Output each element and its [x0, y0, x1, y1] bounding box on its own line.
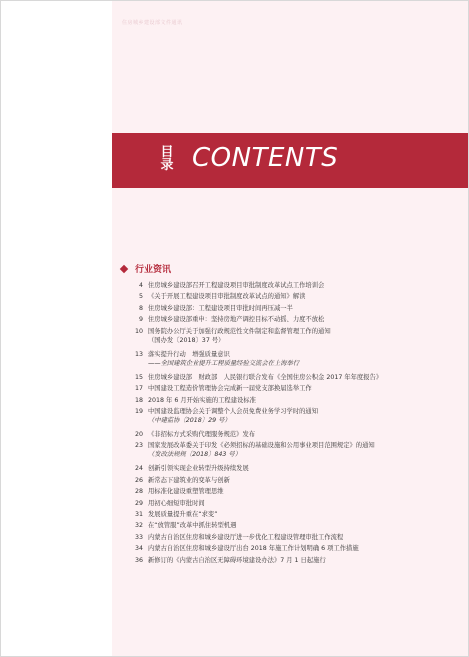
toc-entry-title: 住房城乡建设部 财政部 人民银行联合发布《全国住房公积金 2017 年年度报告》 [148, 373, 383, 381]
toc-page-number: 32 [134, 522, 143, 530]
toc-entry-title: 新常态下建筑业的变革与创新 [148, 476, 230, 484]
toc-entry[interactable] [125, 464, 460, 473]
toc-entry-subtitle: （发改法规规〔2018〕843 号） [148, 451, 242, 459]
toc-entry[interactable] [125, 556, 460, 565]
toc-entry-subtitle: ——全国建筑企业提升工程质量经验交流会在上海举行 [148, 359, 300, 367]
toc-entry[interactable] [125, 487, 460, 496]
toc-entry[interactable] [125, 430, 460, 439]
banner-title-cn-char-2: 录 [160, 158, 174, 173]
toc-page-number: 19 [134, 407, 143, 415]
toc-entry[interactable] [125, 533, 460, 542]
toc-entry-title: 中国建设监理协会关于调整个人会员免费业务学习学时的通知 [148, 407, 319, 415]
toc-entry[interactable] [125, 407, 460, 425]
toc-page-number: 31 [134, 511, 143, 518]
toc-page-number: 29 [134, 499, 143, 507]
toc-entry-title: 落实提升行动 增强质量意识 [148, 350, 230, 358]
section-title: 行业资讯 [135, 265, 172, 275]
toc-page-number: 23 [134, 442, 143, 450]
toc-page-number: 13 [134, 350, 143, 358]
toc-entry-title: 发展质量提升重在“求变” [148, 511, 218, 518]
toc-entry[interactable] [125, 476, 460, 485]
toc-entry-title: 2018 年 6 月开始实施的工程建设标准 [148, 396, 256, 404]
header-faint-text: 住房城乡建设部文件通讯 [122, 20, 183, 26]
toc-entry[interactable] [125, 327, 460, 345]
toc-page-number: 18 [134, 396, 143, 404]
banner-title-en: CONTENTS [192, 143, 339, 173]
toc-entry[interactable] [125, 396, 460, 405]
toc-page-number: 33 [134, 533, 143, 541]
toc-page-number: 5 [138, 293, 143, 301]
toc-entry-title: 住房城乡建设部召开工程建设项目审批制度改革试点工作培训会 [148, 282, 325, 289]
toc-entry-title: 内蒙古自治区住房和城乡建设厅出台 2018 年施工作计划明确 6 项工作措施 [148, 545, 359, 553]
contents-banner [112, 133, 468, 188]
diamond-bullet-icon [120, 264, 128, 272]
toc-entry-title: 住房城乡建设部重申：坚持房地产调控目标不动摇、力度不放松 [148, 316, 325, 324]
toc-entry-title: 《关于开展工程建设项目审批制度改革试点的通知》解读 [148, 293, 306, 301]
toc-page-number: 10 [134, 327, 143, 335]
toc-entry[interactable] [125, 384, 460, 393]
toc-entry-subtitle: （中建监协〔2018〕29 号） [148, 416, 231, 424]
toc-entry-title: 在“放管服”改革中抓住转型机遇 [148, 522, 237, 530]
toc-entry-title: 国家发展改革委关于印发《必须招标的基础设施和公用事业项目范围规定》的通知 [148, 442, 375, 450]
banner-title-cn-char-1: 目 [160, 145, 174, 160]
toc-page-number: 26 [134, 476, 143, 484]
toc-entry-title: 中国建设工程造价管理协会完成新一届党支部换届选举工作 [148, 385, 312, 393]
toc-entry[interactable] [125, 510, 460, 519]
toc-entry[interactable] [125, 292, 460, 301]
toc-entry-title: 《非招标方式采购代理服务规范》发布 [148, 430, 256, 438]
toc-page-number: 28 [134, 488, 143, 496]
toc-entry-subtitle: （国办发〔2018〕37 号） [148, 336, 225, 344]
toc-entry[interactable] [125, 281, 460, 290]
toc-entry[interactable] [125, 350, 460, 368]
toc-entry[interactable] [125, 441, 460, 459]
toc-page-number: 36 [134, 556, 143, 564]
toc-entry[interactable] [125, 544, 460, 553]
banner-title-cn [160, 146, 174, 172]
toc-page-number: 9 [138, 316, 143, 324]
toc-page-number: 4 [138, 282, 143, 289]
toc-entry-title: 创新引领实现企业转型升级持续发展 [148, 465, 249, 473]
toc-entry[interactable] [125, 521, 460, 530]
toc-entry[interactable] [125, 304, 460, 313]
toc-page-number: 15 [134, 373, 143, 381]
toc-page-number: 34 [134, 545, 143, 553]
toc-entry-title: 用标准化建设重塑管理思维 [148, 488, 224, 496]
toc-page-number: 17 [134, 385, 143, 393]
toc-entry-title: 内蒙古自治区住房和城乡建设厅进一步优化工程建设管理审批工作流程 [148, 533, 344, 541]
toc-entry-title: 国务院办公厅关于加强行政规范性文件制定和监督管理工作的通知 [148, 327, 331, 335]
toc-entry-title: 新修订的《内蒙古自治区无障碍环境建设办法》7 月 1 日起施行 [148, 556, 326, 564]
toc-entry-title: 住房城乡建设部：工程建设项目审批时间再压减一半 [148, 304, 293, 312]
toc-page-number: 8 [138, 304, 143, 312]
toc-entry[interactable] [125, 315, 460, 324]
section-header [121, 262, 171, 275]
toc-entry[interactable] [125, 373, 460, 382]
toc-page-number: 24 [134, 465, 143, 473]
toc-entry[interactable] [125, 499, 460, 508]
toc-entry-title: 用初心细短审批时间 [148, 499, 205, 507]
toc-page-number: 20 [134, 430, 143, 438]
